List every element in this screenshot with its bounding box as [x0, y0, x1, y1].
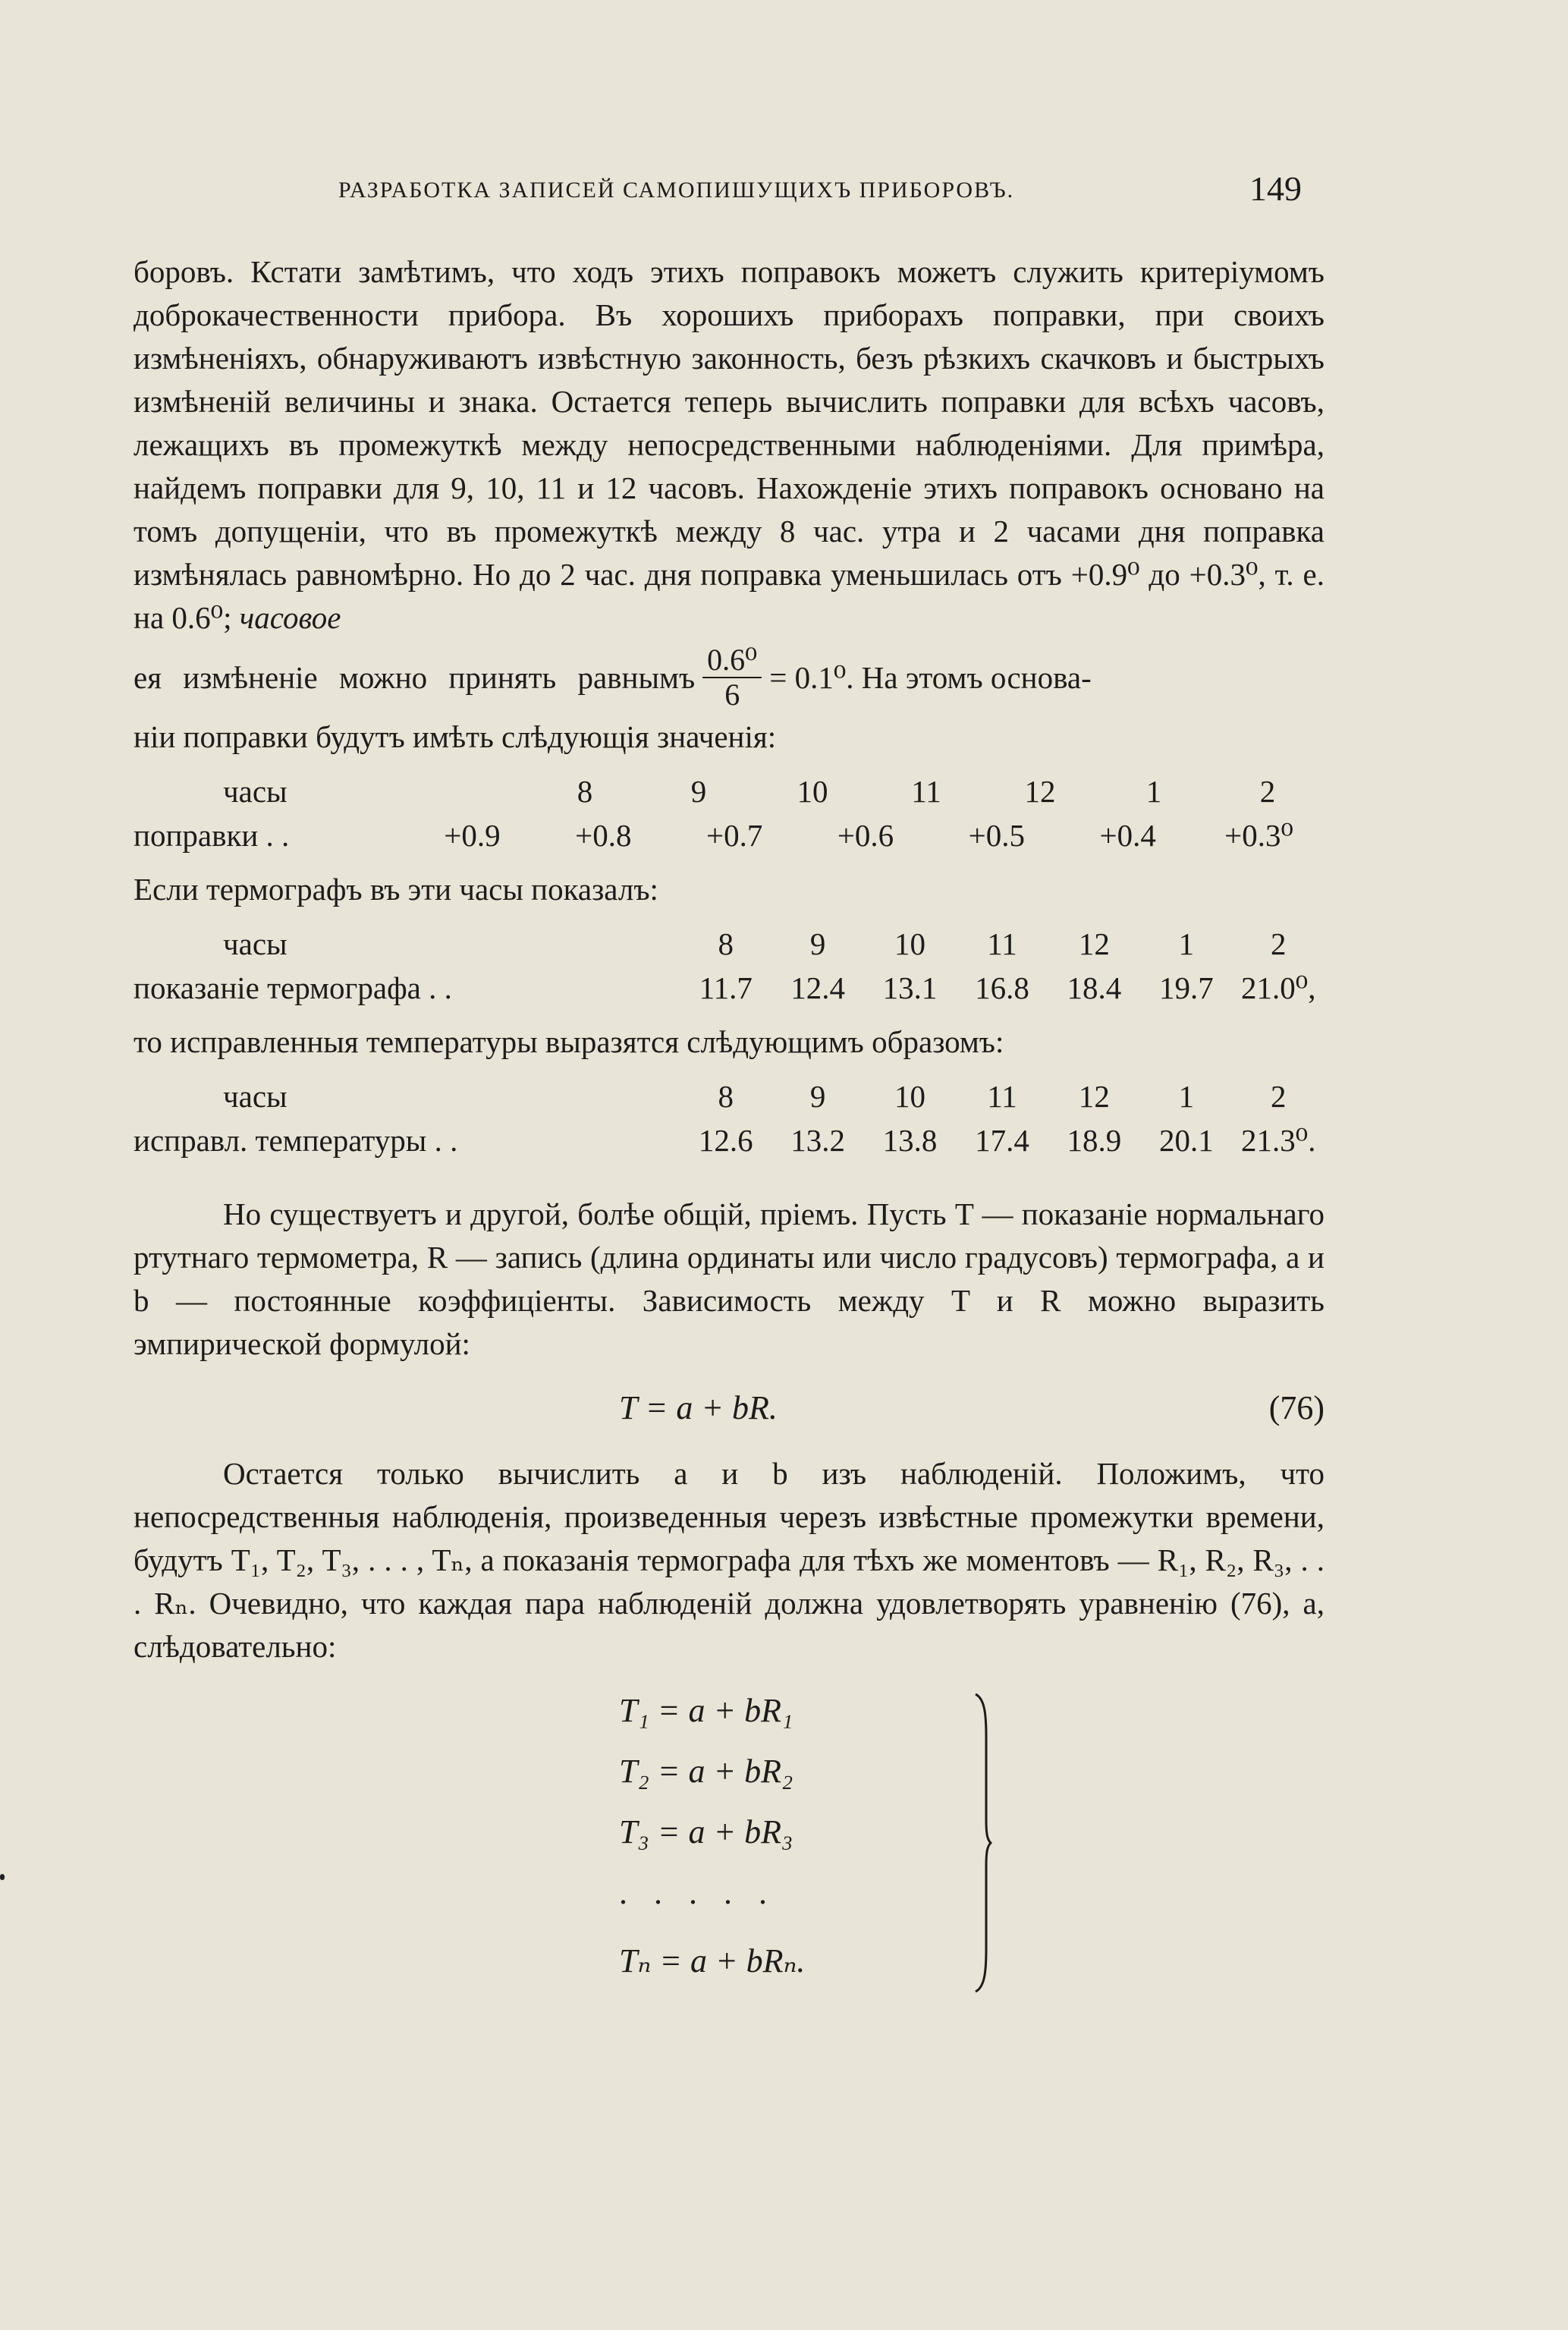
hour-cell: 2: [1270, 926, 1287, 961]
correction-cell: +0.9: [444, 818, 501, 853]
hour-cell: 12: [1024, 774, 1056, 809]
corrections-hours-row: [134, 769, 1324, 813]
corrected-table: [134, 1074, 1324, 1162]
paragraph-1-text: боровъ. Кстати замѣтимъ, что ходъ этихъ поправокъ можетъ служить критеріумомъ доброкачественности прибора. Въ хорошихъ приборахъ поправки, при своихъ измѣненіяхъ, обнаруживаютъ извѣстную законность, безъ рѣзкихъ скачковъ и быстрыхъ измѣненій величины и знака. Остается теперь вычислить поправки для всѣхъ часовъ, лежащихъ въ промежуткѣ между непосредственными наблюденіями. Для примѣра, найдемъ поправки для 9, 10, 11 и 12 часовъ. Нахожденіе этихъ поправокъ основано на томъ допущеніи, что въ промежуткѣ между 8 час. утра и 2 часами дня поправка измѣнялась равномѣрно. Но до 2 час. дня поправка уменьшилась отъ +0.9⁰ до +0.3⁰, т. е. на 0.6⁰;: [134, 254, 1324, 635]
readings-table: [134, 922, 1324, 1010]
correction-cell: +0.8: [575, 818, 632, 853]
fraction: [702, 643, 762, 712]
corrected-hours-row: [134, 1074, 1324, 1118]
fraction-line-before: ея измѣненіе можно принять равнымъ: [134, 660, 696, 695]
hour-cell: 9: [809, 926, 826, 961]
reading-cell: 19.7: [1158, 970, 1214, 1005]
reading-cell: 16.8: [975, 970, 1029, 1005]
readings-values-label: показаніе термографа . .: [134, 970, 452, 1005]
hour-cell: 11: [911, 774, 941, 809]
corrected-cell: 12.6: [698, 1123, 753, 1158]
correction-cell: +0.5: [968, 818, 1026, 853]
reading-cell: 13.1: [882, 970, 938, 1005]
corrected-cell: 21.3⁰.: [1241, 1123, 1316, 1158]
fraction-line: [134, 640, 1324, 715]
system-equation-3: T₃ = a + bR₃: [619, 1813, 793, 1850]
readings-hours-row: [134, 922, 1324, 966]
correction-cell: +0.7: [705, 818, 763, 853]
page-number: 149: [1249, 169, 1302, 208]
equation-number: (76): [1268, 1389, 1324, 1426]
hour-cell: 2: [1270, 1079, 1287, 1114]
hour-cell: 8: [718, 1079, 734, 1114]
corrections-hours-label: часы: [223, 774, 288, 809]
hour-cell: 8: [718, 926, 734, 961]
formula-expression: T = a + bR.: [619, 1389, 778, 1426]
corrections-table: [134, 769, 1324, 857]
corrected-cell: 13.2: [790, 1123, 845, 1158]
reading-cell: 11.7: [699, 970, 753, 1005]
hour-cell: 9: [809, 1079, 826, 1114]
fraction-line-after: = 0.1⁰. На этомъ основа-: [769, 660, 1092, 695]
system-equation-1: T₁ = a + bR₁: [619, 1692, 793, 1729]
hour-cell: 2: [1259, 774, 1276, 809]
system-equation-n: Tₙ = a + bRₙ.: [619, 1942, 806, 1979]
system-ellipsis: . . . . .: [619, 1874, 776, 1911]
page-header: [134, 169, 1324, 219]
paragraph-4: то исправленныя температуры выразятся слѣдующимъ образомъ:: [134, 1024, 1004, 1059]
corrected-cell: 20.1: [1158, 1123, 1214, 1158]
corrected-values-row: [134, 1118, 1324, 1162]
corrected-values-label: исправл. температуры . .: [134, 1123, 458, 1158]
hour-cell: 11: [987, 1079, 1017, 1114]
reading-cell: 18.4: [1067, 970, 1122, 1005]
right-brace: [974, 1691, 992, 1995]
hour-cell: 1: [1145, 774, 1162, 809]
ink-speck: [0, 1874, 5, 1880]
corrected-cell: 17.4: [975, 1123, 1029, 1158]
equation-system: [134, 1691, 1324, 2010]
correction-cell: +0.4: [1099, 818, 1156, 853]
corrections-values-label: поправки . .: [134, 818, 290, 853]
reading-cell: 21.0⁰,: [1241, 970, 1316, 1005]
paragraph-2: ніи поправки будутъ имѣть слѣдующія значенія:: [134, 719, 777, 754]
correction-cell: +0.6: [837, 818, 894, 853]
corrected-cell: 18.9: [1067, 1123, 1122, 1158]
page-body: [134, 250, 1324, 2010]
hour-cell: 8: [577, 774, 593, 809]
corrections-values-row: [134, 813, 1324, 857]
fraction-denominator: 6: [724, 678, 740, 712]
formula-76: [134, 1381, 1324, 1442]
fraction-numerator: 0.6⁰: [702, 643, 762, 678]
hour-cell: 10: [894, 926, 926, 961]
reading-cell: 12.4: [790, 970, 845, 1005]
hour-cell: 10: [894, 1079, 926, 1114]
running-title: РАЗРАБОТКА ЗАПИСЕЙ САМОПИШУЩИХЪ ПРИБОРОВЪ.: [338, 178, 1015, 203]
system-equation-2: T₂ = a + bR₂: [619, 1753, 793, 1790]
paragraph-5: Но существуетъ и другой, болѣе общій, пріемъ. Пусть T — показаніе нормальнаго ртутнаго термометра, R — запись (длина ординаты или число градусовъ) термографа, a и b — постоянные коэффиціенты. Зависимость между T и R можно выразить эмпирической формулой:: [134, 1196, 1324, 1361]
corrected-cell: 13.8: [882, 1123, 938, 1158]
hour-cell: 12: [1078, 926, 1110, 961]
paragraph-6: Остается только вычислить a и b изъ наблюденій. Положимъ, что непосредственныя наблюденія, произведенныя черезъ извѣстные промежутки времени, будутъ T₁, T₂, T₃, . . . , Tₙ, а показанія термографа для тѣхъ же моментовъ — R₁, R₂, R₃, . . . Rₙ. Очевидно, что каждая пара наблюденій должна удовлетворять уравненію (76), а, слѣдовательно:: [134, 1456, 1324, 1664]
readings-hours-label: часы: [223, 926, 288, 961]
hour-cell: 1: [1178, 926, 1195, 961]
readings-values-row: [134, 966, 1324, 1010]
paragraph-1-italic: часовое: [239, 600, 341, 635]
hour-cell: 10: [797, 774, 828, 809]
hour-cell: 1: [1178, 1079, 1195, 1114]
hour-cell: 9: [690, 774, 707, 809]
hour-cell: 12: [1078, 1079, 1110, 1114]
hour-cell: 11: [987, 926, 1017, 961]
corrected-hours-label: часы: [223, 1079, 288, 1114]
paragraph-1: [134, 250, 1324, 640]
paragraph-3: Если термографъ въ эти часы показалъ:: [134, 872, 658, 907]
correction-cell: +0.3⁰: [1224, 818, 1293, 853]
